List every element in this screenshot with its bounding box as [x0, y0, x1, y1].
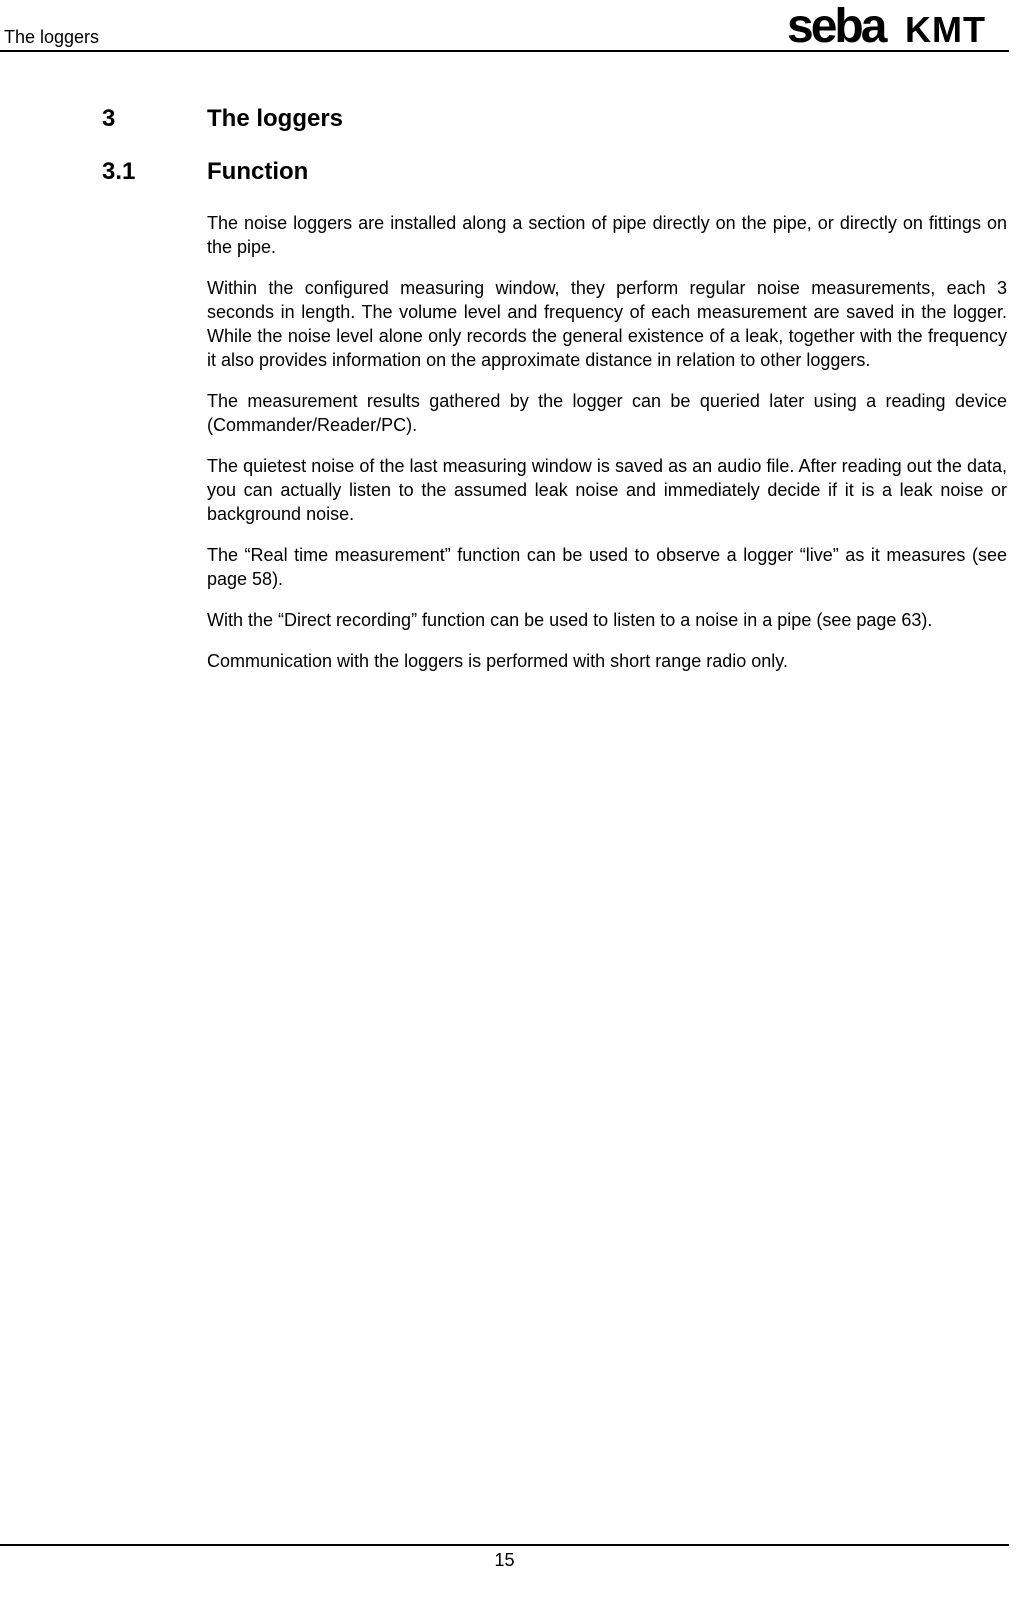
paragraph: Communication with the loggers is performed with short range radio only. — [207, 651, 788, 671]
subsection-number: 3.1 — [102, 158, 136, 185]
paragraph: The quietest noise of the last measuring window is saved as an audio file. After reading out the data, you can actually listen to the assumed leak noise and immediately decide if it is a leak noise or background noise. — [207, 456, 1007, 524]
paragraph: Within the configured measuring window, they perform regular noise measurements, each 3 seconds in length. The volume level and frequency of each measurement are saved in the logger. While the noise level alone only records the general existence of a leak, together with the frequency it also provides information on the approximate distance in relation to other loggers. — [207, 278, 1007, 370]
section-number: 3 — [102, 105, 116, 132]
body-text — [207, 211, 1007, 690]
paragraph: With the “Direct recording” function can be used to listen to a noise in a pipe (see page 63). — [207, 610, 933, 630]
paragraph: The noise loggers are installed along a section of pipe directly on the pipe, or directly on fittings on the pipe. — [207, 213, 1007, 257]
paragraph: The measurement results gathered by the logger can be queried later using a reading device (Commander/Reader/PC). — [207, 391, 1007, 435]
section-title: The loggers — [207, 105, 344, 132]
running-header-title: The loggers — [4, 27, 100, 47]
paragraph: The “Real time measurement” function can be used to observe a logger “live” as it measures (see page 58). — [207, 545, 1007, 589]
svg-text:KMT: KMT — [905, 9, 986, 48]
svg-text:seba: seba — [787, 2, 885, 48]
subsection-title: Function — [207, 158, 309, 185]
header-rule — [0, 50, 1009, 52]
page-number: 15 — [494, 1550, 515, 1570]
sebakmt-logo — [787, 2, 1009, 48]
footer-rule — [0, 1544, 1009, 1546]
